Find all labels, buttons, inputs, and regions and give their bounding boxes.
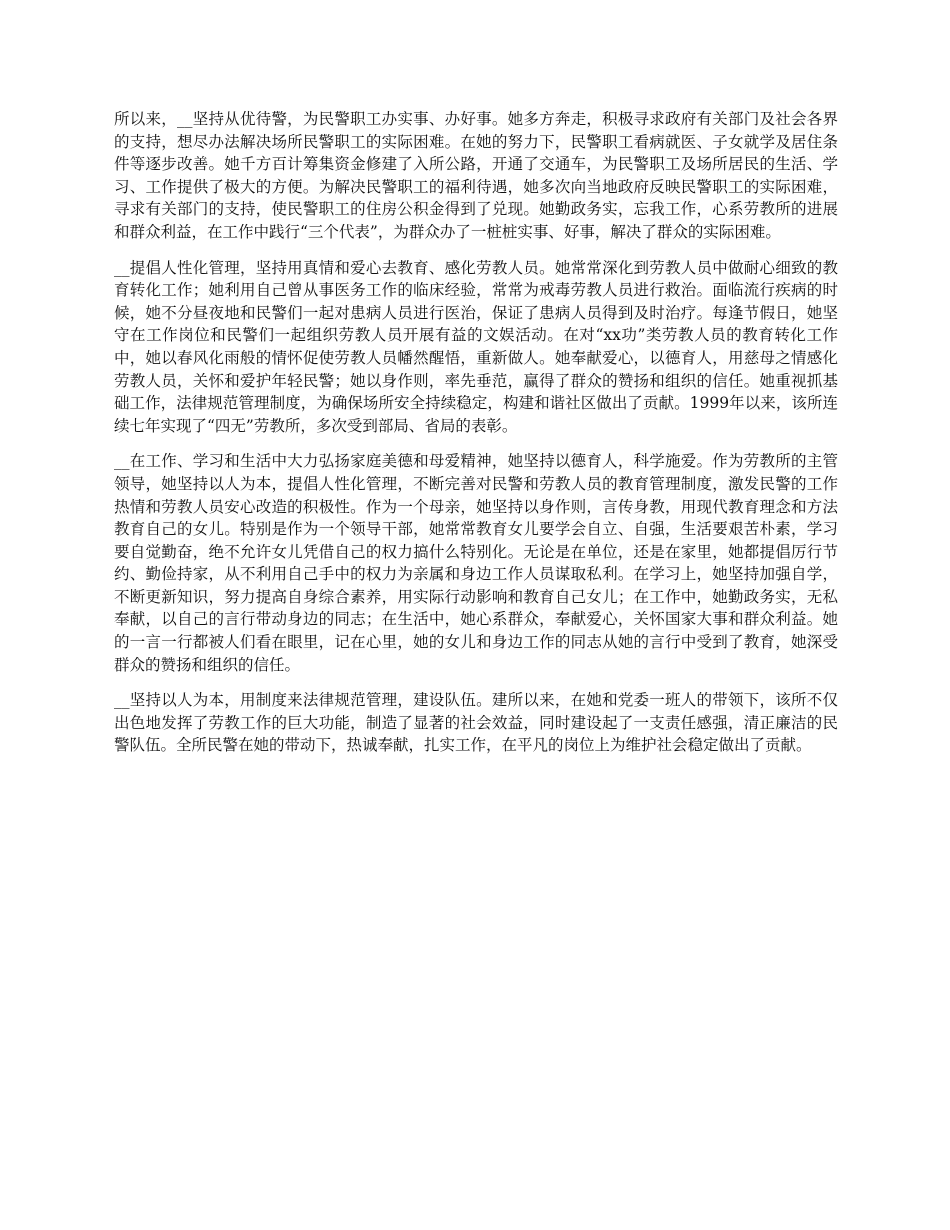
paragraph-3: __在工作、学习和生活中大力弘扬家庭美德和母爱精神，她坚持以德育人，科学施爱。作为劳教所的主管领导，她坚持以人为本，提倡人性化管理，不断完善对民警和劳教人员的教育管理制度，激发民警的工作热情和劳教人员安心改造的积极性。作为一个母亲，她坚持以身作则，言传身教，用现代教育理念和方法教育自己的女儿。特别是作为一个领导干部，她常常教育女儿要学会自立、自强，生活要艰苦朴素，学习要自觉勤奋，绝不允许女儿凭借自己的权力搞什么特别化。无论是在单位，还是在家里，她都提倡厉行节约、勤俭持家，从不利用自己手中的权力为亲属和身边工作人员谋取私利。在学习上，她坚持加强自学，不断更新知识，努力提高自身综合素养，用实际行动影响和教育自己女儿；在工作中，她勤政务实，无私奉献，以自己的言行带动身边的同志；在生活中，她心系群众，奉献爱心，关怀国家大事和群众利益。她的一言一行都被人们看在眼里，记在心里，她的女儿和身边工作的同志从她的言行中受到了教育，她深受群众的赞扬和组织的信任。 — [114, 452, 838, 674]
paragraph-1: 所以来，__坚持从优待警，为民警职工办实事、办好事。她多方奔走，积极寻求政府有关部门及社会各界的支持，想尽办法解决场所民警职工的实际困难。在她的努力下，民警职工看病就医、子女就学及居住条件等逐步改善。她千方百计筹集资金修建了入所公路，开通了交通车，为民警职工及场所居民的生活、学习、工作提供了极大的方便。为解决民警职工的福利待遇，她多次向当地政府反映民警职工的实际困难，寻求有关部门的支持，使民警职工的住房公积金得到了兑现。她勤政务实，忘我工作，心系劳教所的进展和群众利益，在工作中践行“三个代表”，为群众办了一桩桩实事、好事，解决了群众的实际困难。 — [114, 110, 838, 241]
paragraph-2: __提倡人性化管理，坚持用真情和爱心去教育、感化劳教人员。她常常深化到劳教人员中做耐心细致的教育转化工作；她利用自己曾从事医务工作的临床经验，常常为戒毒劳教人员进行救治。面临流行疾病的时候，她不分昼夜地和民警们一起对患病人员进行医治，保证了患病人员得到及时治疗。每逢节假日，她坚守在工作岗位和民警们一起组织劳教人员开展有益的文娱活动。在对“xx功”类劳教人员的教育转化工作中，她以春风化雨般的情怀促使劳教人员幡然醒悟，重新做人。她奉献爱心，以德育人，用慈母之情感化劳教人员，关怀和爱护年轻民警；她以身作则，率先垂范，赢得了群众的赞扬和组织的信任。她重视抓基础工作，法律规范管理制度，为确保场所安全持续稳定，构建和谐社区做出了贡献。1999年以来，该所连续七年实现了“四无”劳教所，多次受到部局、省局的表彰。 — [114, 258, 838, 435]
document-body — [114, 108, 838, 770]
paragraph-4: __坚持以人为本，用制度来法律规范管理，建设队伍。建所以来，在她和党委一班人的带领下，该所不仅出色地发挥了劳教工作的巨大功能，制造了显著的社会效益，同时建设起了一支责任感强，清正廉洁的民警队伍。全所民警在她的带动下，热诚奉献，扎实工作，在平凡的岗位上为维护社会稳定做出了贡献。 — [114, 691, 838, 755]
